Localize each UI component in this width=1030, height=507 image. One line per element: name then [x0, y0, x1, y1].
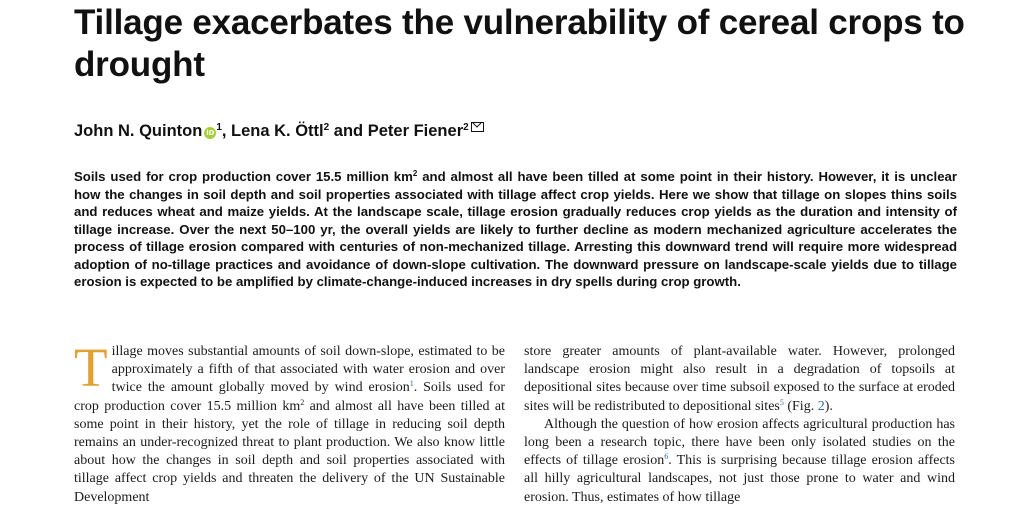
body-text: (Fig.: [783, 398, 818, 414]
author-name[interactable]: Lena K. Öttl: [231, 122, 324, 140]
reference-link[interactable]: 6: [664, 452, 669, 462]
reference-link[interactable]: 1: [409, 379, 414, 389]
body-text: illage moves substantial amounts of soil down-slope, estimated to be approximately a fifth of that associated with water erosion and over twice the amount globally moved by wind erosion: [111, 344, 505, 396]
body-text: . This is surprising because tillage erosion affects all hilly agricultural landscapes, not just those prone to water and wind erosion. Thus, estimates of how tillage: [524, 453, 955, 505]
author-conjunction: and: [333, 122, 364, 140]
body-text: . Soils used for crop production cover 15.5 million km: [74, 380, 505, 414]
affiliation-marker: 2: [463, 122, 469, 133]
abstract-text: and almost all have been tilled at some point in their history. However, it is unclear how the changes in soil depth and soil properties associated with tillage affect crop yields. Here we show that tillage on slopes thins soils and reduces wheat and maize yields. At the landscape scale, tillage erosion gradually reduces crop yields as the duration and intensity of tillage increase. Over the next 50–100 yr, the overall yields are likely to further decline as modern mechanized agriculture accelerates the process of tillage erosion compared with centuries of non-mechanized tillage. Arresting this downward trend will require more widespread adoption of no-tillage practices and avoidance of down-slope cultivation. The downward pressure on landscape-scale yields due to tillage erosion is expected to be amplified by climate-change-induced increases in dry spells during crop growth.: [74, 169, 957, 289]
body-paragraph: [524, 416, 955, 507]
body-column-left: [74, 337, 505, 507]
email-icon[interactable]: [471, 122, 484, 132]
body-text: store greater amounts of plant-available water. However, prolonged landscape erosion might also result in a degradation of topsoils at depositional sites because over time subsoil exposed to the surface at eroded sites will be redistributed to depositional sites: [524, 344, 955, 414]
body-text: Although the question of how erosion affects agricultural production has long been a research topic, there have been only isolated studies on the effects of tillage erosion: [524, 416, 955, 469]
body-text: ).: [824, 398, 833, 414]
affiliation-marker: 1: [216, 122, 222, 133]
author-list: John N. Quinton iD $^1$, Lena K. Öttl$^2$ and Peter Fiener$^2$: [74, 120, 974, 142]
article-title: Tillage exacerbates the vulnerability of cereal crops to drought: [74, 3, 965, 84]
drop-cap: T: [74, 337, 108, 398]
figure-link[interactable]: 2: [817, 398, 825, 414]
abstract-text: Soils used for crop production cover 15.5 million km: [74, 169, 413, 184]
affiliation-marker: 2: [323, 122, 330, 133]
body-paragraph: [74, 337, 505, 507]
superscript: 2: [300, 397, 305, 407]
orcid-icon[interactable]: iD: [206, 129, 215, 137]
abstract: [74, 168, 957, 291]
superscript: 2: [412, 169, 418, 178]
body-text: and almost all have been tilled at some point in their history, yet the role of tillage in reducing soil depth remains an under-recognized threat to plant production. We also know little about how the changes in soil depth and soil properties associated with tillage affect crop yields and threaten the delivery of the UN Sustainable Development: [74, 398, 505, 505]
author-name[interactable]: John N. Quinton: [74, 122, 203, 140]
body-column-right: [524, 343, 955, 507]
reference-link[interactable]: 5: [779, 397, 784, 407]
body-paragraph: [524, 343, 955, 416]
author-name[interactable]: Peter Fiener: [367, 122, 464, 140]
